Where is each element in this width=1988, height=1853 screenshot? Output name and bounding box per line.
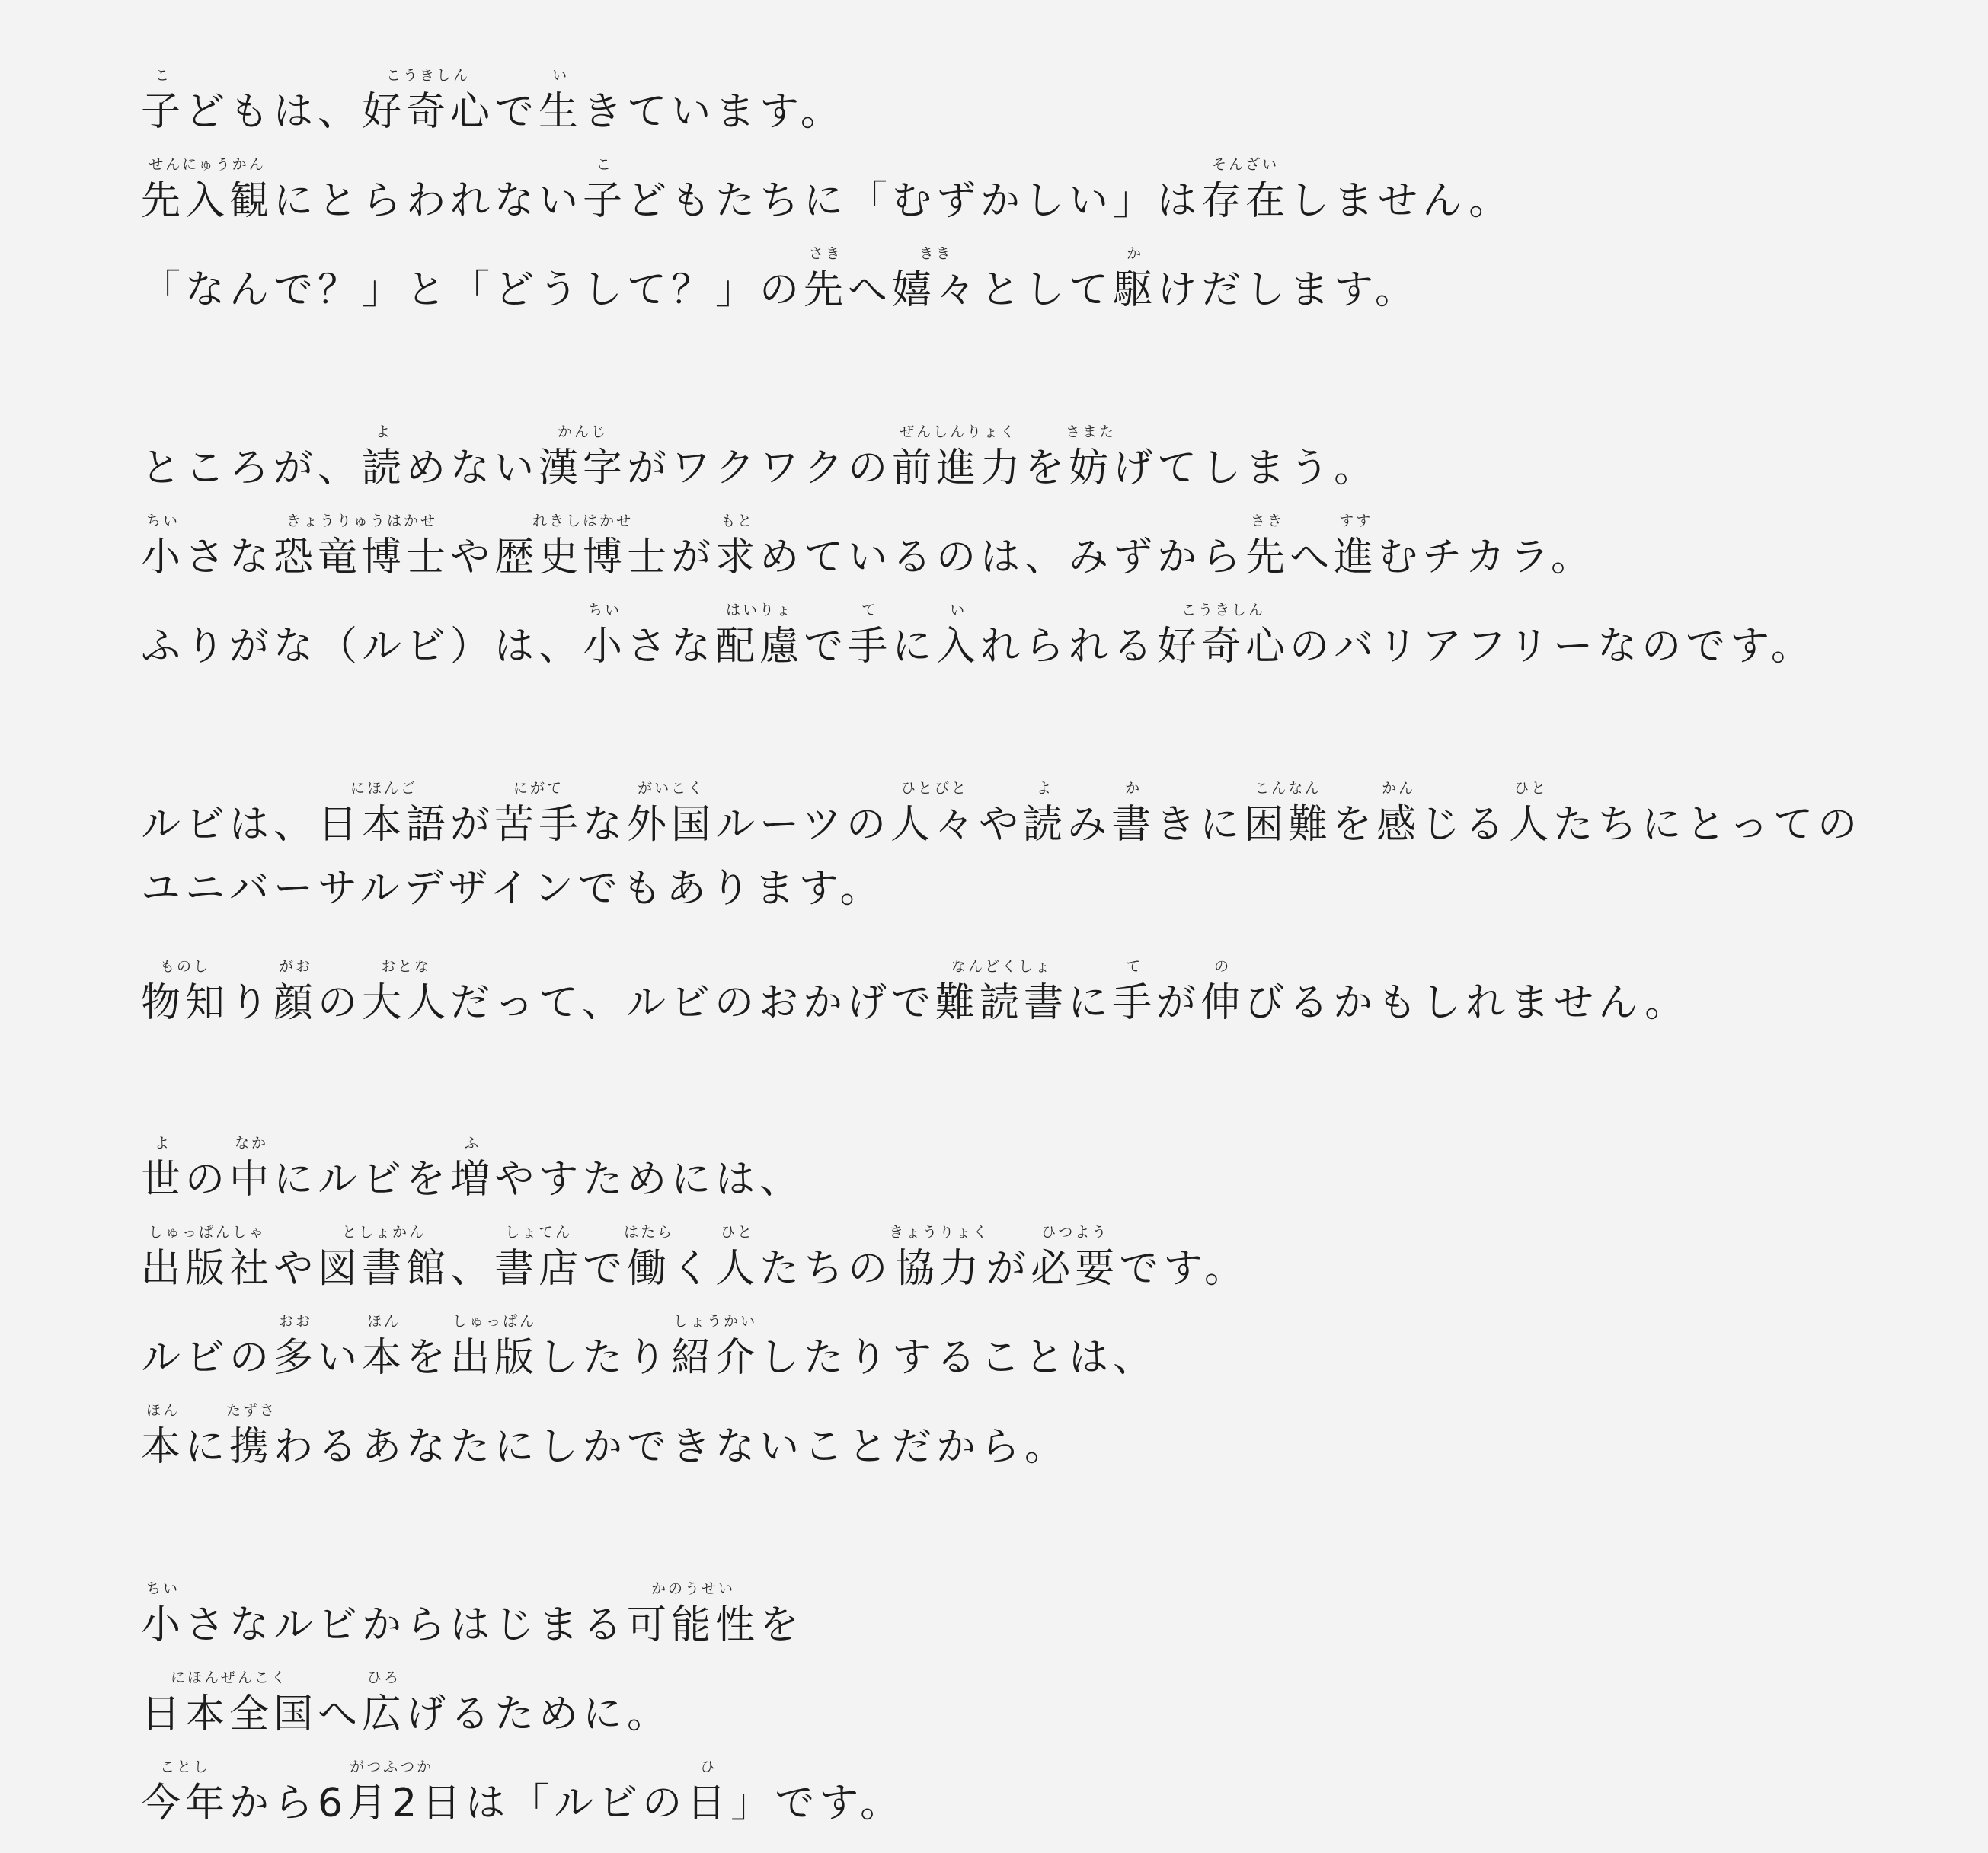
kanji-base: 日本全国 <box>141 1692 318 1737</box>
kanji-base: 人 <box>715 1246 760 1292</box>
text-run: に <box>892 624 937 669</box>
furigana-word <box>1113 245 1158 313</box>
text-line <box>141 602 1815 669</box>
furigana-reading: がお <box>273 958 318 975</box>
kanji-base: 手 <box>1112 980 1157 1026</box>
furigana-word <box>583 156 628 224</box>
furigana-reading: ひろ <box>362 1669 407 1686</box>
kanji-base: 協力 <box>889 1246 990 1292</box>
furigana-reading: よ <box>141 1135 186 1152</box>
kanji-base: 好奇心 <box>1157 624 1290 669</box>
furigana-word <box>141 958 230 1026</box>
kanji-base: 感 <box>1376 802 1421 848</box>
furigana-reading: しゅっぱんしゃ <box>141 1224 274 1241</box>
text-run: にとらわれない <box>273 178 583 224</box>
text-run: や <box>979 802 1024 848</box>
furigana-reading: たずさ <box>226 1402 277 1419</box>
furigana-word <box>892 423 1025 491</box>
text-line <box>141 156 1513 224</box>
text-line <box>141 958 1689 1026</box>
furigana-reading: にほんぜんこく <box>141 1669 318 1686</box>
text-line <box>141 1759 905 1826</box>
text-run: が <box>986 1246 1031 1292</box>
kanji-base: 顔 <box>273 980 318 1026</box>
furigana-word <box>141 1402 186 1470</box>
furigana-reading: せんにゅうかん <box>141 156 273 173</box>
furigana-word <box>229 1135 274 1203</box>
furigana-reading: としょかん <box>318 1224 451 1241</box>
furigana-word <box>671 1313 760 1381</box>
furigana-word <box>450 1313 539 1381</box>
furigana-reading: はいりょ <box>715 602 804 618</box>
text-run: さなルビからはじまる <box>185 1602 628 1648</box>
text-run: やすためには、 <box>494 1157 804 1203</box>
furigana-reading: い <box>539 67 583 84</box>
furigana-word <box>892 245 981 313</box>
text-run: たちの <box>759 1246 893 1292</box>
kanji-base: 存在 <box>1201 178 1290 224</box>
kanji-base: 駆 <box>1113 267 1158 313</box>
text-line <box>141 1669 672 1737</box>
kanji-base: 配慮 <box>715 624 804 669</box>
text-run: じる <box>1421 802 1510 848</box>
furigana-reading: て <box>1112 958 1157 975</box>
text-run: です。 <box>1119 1246 1249 1292</box>
kanji-base: 入 <box>936 624 981 669</box>
furigana-word <box>1201 156 1290 224</box>
text-run: わるあなたにしかできないことだから。 <box>273 1424 1069 1470</box>
furigana-word <box>226 1402 277 1470</box>
text-run: したりすることは、 <box>759 1335 1158 1381</box>
text-run: から <box>229 1781 318 1826</box>
furigana-word <box>362 1669 407 1737</box>
text-line <box>141 780 1862 848</box>
furigana-reading: がいこく <box>627 780 716 797</box>
furigana-reading: ことし <box>141 1759 230 1775</box>
text-run: が <box>450 802 495 848</box>
furigana-reading: ひと <box>1509 780 1554 797</box>
text-line <box>141 1402 1069 1470</box>
furigana-word <box>889 1224 990 1292</box>
kanji-base: 人 <box>1509 802 1554 848</box>
kanji-base: 中 <box>229 1157 274 1203</box>
furigana-word <box>1509 780 1554 848</box>
furigana-reading: よ <box>1023 780 1068 797</box>
text-run: げるために。 <box>406 1692 672 1737</box>
furigana-reading: なか <box>229 1135 274 1152</box>
kanji-base: 物知 <box>141 980 230 1026</box>
text-run: にルビを <box>273 1157 451 1203</box>
text-run: に <box>1068 980 1113 1026</box>
furigana-reading: ちい <box>141 513 186 529</box>
text-run: どもたちに「むずかしい」は <box>627 178 1202 224</box>
text-run: したり <box>539 1335 672 1381</box>
text-run: に <box>185 1424 230 1470</box>
text-line <box>141 423 1379 491</box>
text-run: は「ルビの <box>465 1781 687 1826</box>
furigana-word <box>539 423 628 491</box>
text-run: や <box>273 1246 318 1292</box>
furigana-word <box>318 1759 466 1826</box>
kanji-base: 広 <box>362 1692 407 1737</box>
kanji-base: 出版社 <box>141 1246 274 1292</box>
text-run: が <box>671 535 716 580</box>
furigana-reading: さき <box>1245 513 1290 529</box>
furigana-word <box>1111 780 1156 848</box>
kanji-base: 小 <box>583 624 628 669</box>
text-run: だって、ルビのおかげで <box>450 980 936 1026</box>
furigana-word <box>362 958 451 1026</box>
kanji-base: 本 <box>362 1335 407 1381</box>
furigana-reading: もと <box>715 513 760 529</box>
furigana-reading: こんなん <box>1244 780 1333 797</box>
kanji-base: 多 <box>273 1335 318 1381</box>
kanji-base: 可能性 <box>627 1602 760 1648</box>
furigana-word <box>141 67 186 135</box>
kanji-base: 世 <box>141 1157 186 1203</box>
kanji-base: 出版 <box>450 1335 539 1381</box>
kanji-base: 先 <box>804 267 849 313</box>
text-run: ルビは、 <box>141 802 318 848</box>
furigana-word <box>141 513 186 580</box>
text-run: を <box>759 1602 804 1648</box>
text-run: びるかもしれません。 <box>1245 980 1689 1026</box>
furigana-word <box>804 245 849 313</box>
furigana-word <box>627 1580 760 1648</box>
text-run: で <box>583 1246 628 1292</box>
furigana-reading: よ <box>362 423 407 440</box>
kanji-base: 日 <box>686 1781 731 1826</box>
text-run: が <box>1156 980 1201 1026</box>
text-run: さな <box>627 624 716 669</box>
furigana-reading: かのうせい <box>627 1580 760 1597</box>
furigana-word <box>450 1135 495 1203</box>
furigana-word <box>141 156 274 224</box>
furigana-word <box>1066 423 1117 491</box>
furigana-word <box>715 1224 760 1292</box>
text-run: として <box>980 267 1114 313</box>
text-run: へ <box>1290 535 1334 580</box>
kanji-base: 難読書 <box>935 980 1069 1026</box>
furigana-reading: すす <box>1334 513 1379 529</box>
furigana-reading: ちい <box>583 602 628 618</box>
kanji-base: 書 <box>1111 802 1156 848</box>
kanji-base: 先 <box>1245 535 1290 580</box>
furigana-reading: ほん <box>141 1402 186 1419</box>
kanji-base: 子 <box>141 89 186 135</box>
furigana-reading: こうきしん <box>1157 602 1290 618</box>
kanji-base: 前進力 <box>892 446 1025 491</box>
furigana-word <box>494 513 672 580</box>
furigana-reading: ひと <box>715 1224 760 1241</box>
furigana-reading: の <box>1200 958 1245 975</box>
text-run: 「なんで？」と「どうして？」の <box>141 267 804 313</box>
furigana-reading: きき <box>892 245 981 262</box>
furigana-word <box>1112 958 1157 1026</box>
text-run: れられる <box>980 624 1158 669</box>
furigana-reading: さまた <box>1066 423 1117 440</box>
furigana-word <box>627 780 716 848</box>
furigana-word <box>141 1669 318 1737</box>
kanji-base: 妨 <box>1066 446 1117 491</box>
kanji-base: 生 <box>539 89 583 135</box>
furigana-word <box>1200 958 1245 1026</box>
furigana-word <box>141 1759 230 1826</box>
furigana-word <box>362 1313 407 1381</box>
furigana-reading: かん <box>1376 780 1421 797</box>
furigana-reading: ひとびと <box>890 780 980 797</box>
furigana-word <box>1334 513 1379 580</box>
text-line <box>141 1580 804 1648</box>
kanji-base: 恐竜博士 <box>273 535 451 580</box>
text-line <box>141 67 845 135</box>
kanji-base: 困難 <box>1244 802 1333 848</box>
kanji-base: 苦手 <box>494 802 583 848</box>
furigana-reading: がつふつか <box>318 1759 466 1775</box>
text-run: を <box>406 1335 451 1381</box>
furigana-reading: こ <box>583 156 628 173</box>
furigana-reading: ひ <box>686 1759 731 1775</box>
text-run: のバリアフリーなのです。 <box>1290 624 1815 669</box>
text-run: しません。 <box>1290 178 1513 224</box>
text-run: へ <box>318 1692 363 1737</box>
text-line <box>141 245 1419 313</box>
furigana-word <box>1244 780 1333 848</box>
furigana-reading: さき <box>804 245 849 262</box>
furigana-reading: て <box>848 602 893 618</box>
furigana-reading: おお <box>273 1313 318 1330</box>
text-run: な <box>583 802 628 848</box>
furigana-word <box>494 780 583 848</box>
furigana-word <box>1031 1224 1120 1292</box>
furigana-reading: れきしはかせ <box>494 513 672 529</box>
furigana-reading: はたら <box>624 1224 675 1241</box>
kanji-base: 携 <box>226 1424 277 1470</box>
text-run: の <box>185 1157 230 1203</box>
kanji-base: 本 <box>141 1424 186 1470</box>
furigana-reading: きょうりゅうはかせ <box>273 513 451 529</box>
kanji-base: 先入観 <box>141 178 274 224</box>
kanji-base: 書店 <box>494 1246 583 1292</box>
furigana-reading: か <box>1111 780 1156 797</box>
text-run: めない <box>406 446 539 491</box>
text-run: めているのは、みずから <box>759 535 1246 580</box>
furigana-reading: ちい <box>141 1580 186 1597</box>
kanji-base: 小 <box>141 1602 186 1648</box>
furigana-reading: ふ <box>450 1135 495 1152</box>
kanji-base: 今年 <box>141 1781 230 1826</box>
text-line <box>141 866 884 912</box>
kanji-base: 求 <box>715 535 760 580</box>
furigana-reading: そんざい <box>1201 156 1290 173</box>
furigana-word <box>1245 513 1290 580</box>
kanji-base: 日本語 <box>318 802 451 848</box>
text-run: を <box>1024 446 1069 491</box>
text-run: ふりがな（ルビ）は、 <box>141 624 583 669</box>
text-run: がワクワクの <box>627 446 893 491</box>
furigana-reading: おとな <box>362 958 451 975</box>
kanji-base: 子 <box>583 178 628 224</box>
text-run: 、 <box>450 1246 495 1292</box>
text-run: み <box>1067 802 1112 848</box>
text-run: けだします。 <box>1157 267 1419 313</box>
text-run: で <box>494 89 539 135</box>
furigana-reading: しゅっぱん <box>450 1313 539 1330</box>
kanji-base: 必要 <box>1031 1246 1120 1292</box>
furigana-word <box>539 67 583 135</box>
text-run: く <box>671 1246 716 1292</box>
text-run: むチカラ。 <box>1378 535 1595 580</box>
furigana-word <box>1376 780 1421 848</box>
furigana-reading: かんじ <box>539 423 628 440</box>
furigana-word <box>141 1580 186 1648</box>
furigana-reading: ほん <box>362 1313 407 1330</box>
furigana-word <box>141 1224 274 1292</box>
furigana-word <box>362 423 407 491</box>
furigana-reading: ひつよう <box>1031 1224 1120 1241</box>
furigana-word <box>935 958 1069 1026</box>
furigana-word <box>273 513 451 580</box>
furigana-reading: しょうかい <box>671 1313 760 1330</box>
kanji-base: 紹介 <box>671 1335 760 1381</box>
furigana-word <box>890 780 980 848</box>
furigana-word <box>318 1224 451 1292</box>
text-run: たちにとっての <box>1553 802 1862 848</box>
kanji-base: 小 <box>141 535 186 580</box>
text-run: や <box>450 535 495 580</box>
text-line <box>141 1135 804 1203</box>
furigana-reading: こうきしん <box>362 67 495 84</box>
furigana-word <box>936 602 981 669</box>
text-run: 」です。 <box>730 1781 905 1826</box>
kanji-base: 人々 <box>890 802 980 848</box>
text-line <box>141 1313 1158 1381</box>
furigana-word <box>273 1313 318 1381</box>
furigana-word <box>1023 780 1068 848</box>
text-line <box>141 513 1595 580</box>
text-line <box>141 1224 1249 1292</box>
text-run: ところが、 <box>141 446 363 491</box>
text-run: の <box>318 980 363 1026</box>
text-run: どもは、 <box>185 89 363 135</box>
kanji-base: 進 <box>1334 535 1379 580</box>
furigana-word <box>318 780 451 848</box>
text-run: い <box>318 1335 363 1381</box>
kanji-base: 手 <box>848 624 893 669</box>
furigana-word <box>494 1224 583 1292</box>
kanji-base: 伸 <box>1200 980 1245 1026</box>
furigana-reading: にほんご <box>318 780 451 797</box>
kanji-base: 図書館 <box>318 1246 451 1292</box>
text-run: ルビの <box>141 1335 274 1381</box>
kanji-base: 読 <box>362 446 407 491</box>
text-run: を <box>1332 802 1377 848</box>
kanji-base: 外国 <box>627 802 716 848</box>
furigana-reading: にがて <box>494 780 583 797</box>
text-run: さな <box>185 535 274 580</box>
furigana-reading: ぜんしんりょく <box>892 423 1025 440</box>
furigana-word <box>715 602 804 669</box>
kanji-base: 働 <box>624 1246 675 1292</box>
text-run: きに <box>1155 802 1245 848</box>
kanji-base: 歴史博士 <box>494 535 672 580</box>
furigana-word <box>362 67 495 135</box>
kanji-base: 好奇心 <box>362 89 495 135</box>
text-run: きています。 <box>583 89 845 135</box>
furigana-reading: こ <box>141 67 186 84</box>
kanji-base: 6月2日 <box>318 1781 466 1826</box>
furigana-reading: しょてん <box>494 1224 583 1241</box>
text-run: で <box>804 624 849 669</box>
furigana-word <box>1157 602 1290 669</box>
furigana-reading: か <box>1113 245 1158 262</box>
kanji-base: 嬉々 <box>892 267 981 313</box>
furigana-reading: きょうりょく <box>889 1224 990 1241</box>
kanji-base: 読 <box>1023 802 1068 848</box>
furigana-word <box>583 602 628 669</box>
furigana-reading: なんどくしょ <box>935 958 1069 975</box>
text-run: り <box>229 980 274 1026</box>
kanji-base: 大人 <box>362 980 451 1026</box>
text-run: ルーツの <box>715 802 891 848</box>
furigana-word <box>273 958 318 1026</box>
furigana-reading: い <box>936 602 981 618</box>
furigana-word <box>848 602 893 669</box>
text-run: げてしまう。 <box>1113 446 1379 491</box>
furigana-word <box>141 1135 186 1203</box>
text-run: へ <box>848 267 893 313</box>
furigana-word <box>715 513 760 580</box>
furigana-word <box>686 1759 731 1826</box>
furigana-reading: ものし <box>141 958 230 975</box>
kanji-base: 漢字 <box>539 446 628 491</box>
furigana-word <box>624 1224 675 1292</box>
kanji-base: 増 <box>450 1157 495 1203</box>
text-run: ユニバーサルデザインでもあります。 <box>141 866 884 912</box>
